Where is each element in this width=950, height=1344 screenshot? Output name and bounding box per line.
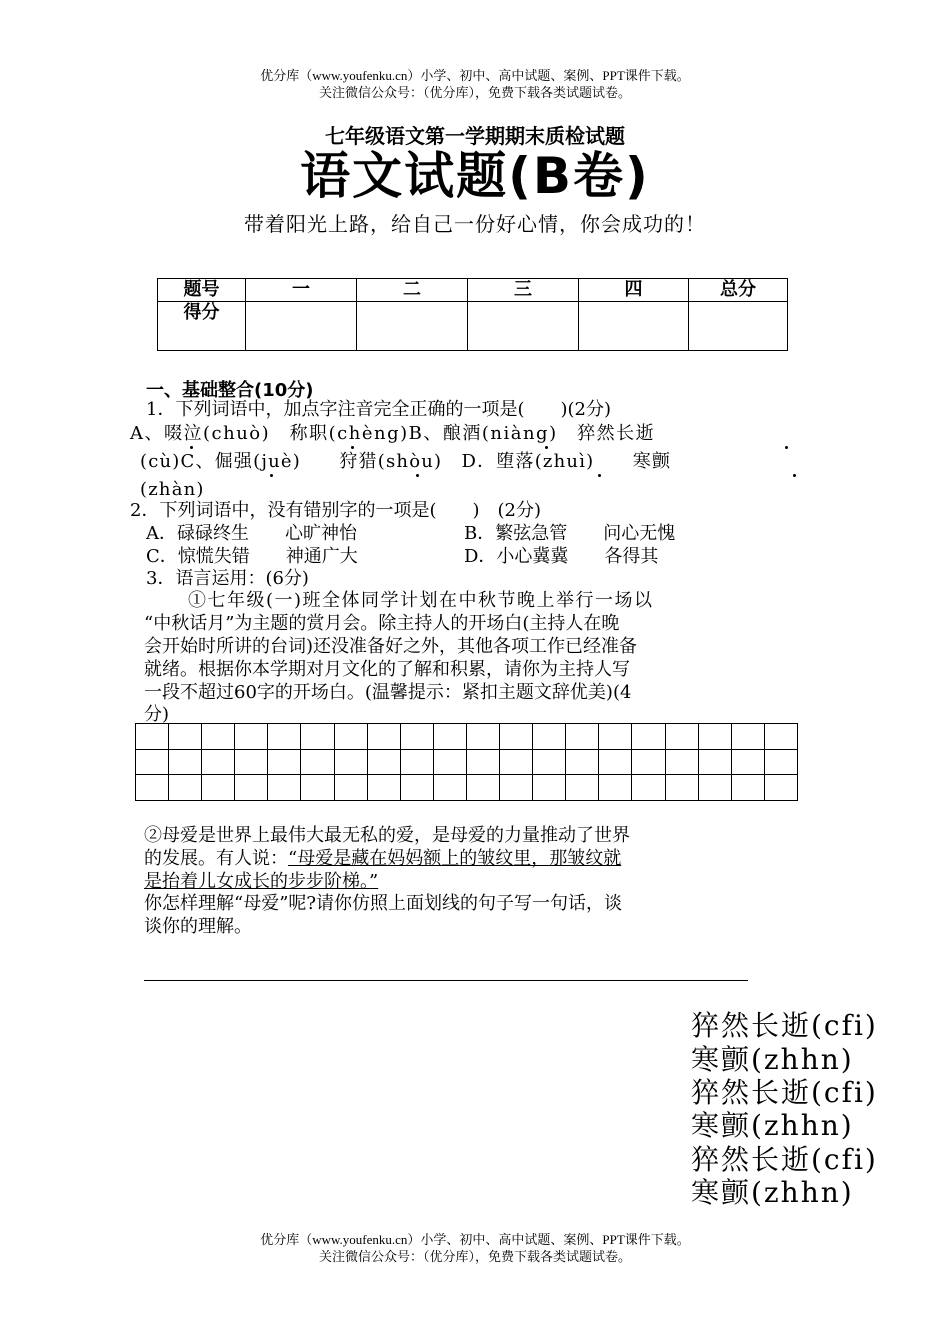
header-line-2: 关注微信公众号：（优分库），免费下载各类试题试卷。 [318, 85, 631, 100]
exam-title: 语文试题(B卷) [300, 147, 650, 205]
score-table [157, 278, 788, 351]
emphasis-dot [545, 446, 548, 449]
score-row-label: 得分 [158, 302, 246, 351]
emphasis-dot [270, 474, 273, 477]
overflow-text: 猝然长逝(cfi) [691, 1143, 878, 1176]
emphasis-dot [416, 474, 419, 477]
score-header-cell: 四 [579, 279, 689, 302]
score-header-cell: 一 [246, 279, 357, 302]
score-header-cell: 二 [357, 279, 468, 302]
score-header-cell: 题号 [158, 279, 246, 302]
score-cell[interactable] [689, 302, 788, 351]
overflow-text: 寒颤(zhhn) [691, 1176, 854, 1209]
exam-subtitle: 七年级语文第一学期期末质检试题 [325, 124, 625, 148]
overflow-text: 猝然长逝(cfi) [691, 1009, 878, 1042]
overflow-text: 猝然长逝(cfi) [691, 1076, 878, 1109]
overflow-text: 寒颤(zhhn) [691, 1109, 854, 1142]
q3-paragraph-2: ②母爱是世界上最伟大最无私的爱，是母爱的力量推动了世界 [144, 825, 630, 846]
q1-options-line-2: (cù)C、倔强(juè) 狩猎(shòu) D．堕落(zhuì) 寒颤 [140, 451, 672, 472]
q3-paragraph-2: 你怎样理解“母爱”呢?请你仿照上面划线的句子写一句话，谈 [144, 893, 623, 914]
q3-paragraph-2: 谈你的理解。 [144, 916, 252, 937]
underlined-quote: “母爱是藏在妈妈额上的皱纹里，那皱纹就 [288, 848, 622, 869]
score-cell[interactable] [579, 302, 689, 351]
q1-stem: 1．下列词语中，加点字注音完全正确的一项是( )(2分) [146, 399, 611, 420]
emphasis-dot [785, 446, 788, 449]
q3-paragraph-1: “中秋话月”为主题的赏月会。除主持人的开场白(主持人在晚 [144, 613, 620, 634]
q2-stem: 2．下列词语中，没有错别字的一项是( ) (2分) [130, 500, 541, 521]
score-header-cell: 总分 [689, 279, 788, 302]
section-heading: 一、基础整合(10分) [146, 380, 314, 401]
footer-line-1: 优分库（www.youfenku.cn）小学、初中、高中试题、案例、PPT课件下载。 [260, 1232, 690, 1247]
q1-options-line-1: A、啜泣(chuò) 称职(chèng)B、酿酒(niàng) 猝然长逝 [130, 423, 656, 444]
q2-option-b: B．繁弦急管 问心无愧 [464, 523, 676, 544]
header-line-1: 优分库（www.youfenku.cn）小学、初中、高中试题、案例、PPT课件下载。 [260, 68, 690, 83]
q3-paragraph-1: 一段不超过60字的开场白。(温馨提示：紧扣主题文辞优美)(4 [144, 682, 632, 703]
q3-paragraph-1: 会开始时所讲的台词)还没准备好之外，其他各项工作已经准备 [144, 636, 638, 657]
overflow-text: 寒颤(zhhn) [691, 1043, 854, 1076]
q3-paragraph-2-lead: 的发展。有人说： [144, 848, 288, 869]
score-header-cell: 三 [468, 279, 579, 302]
q3-paragraph-1: 分) [144, 704, 170, 725]
score-cell[interactable] [246, 302, 357, 351]
q1-options-line-3: (zhàn) [140, 479, 205, 500]
q2-option-c: C．惊慌失错 神通广大 [146, 546, 358, 567]
q3-stem: 3．语言运用：(6分) [146, 568, 309, 589]
q3-paragraph-1: 就绪。根据你本学期对月文化的了解和积累，请你为主持人写 [144, 659, 630, 680]
emphasis-dot [793, 474, 796, 477]
q3-paragraph-1: ①七年级(一)班全体同学计划在中秋节晚上举行一场以 [188, 590, 654, 611]
q2-option-a: A．碌碌终生 心旷神怡 [146, 523, 357, 544]
emphasis-dot [190, 446, 193, 449]
footer-line-2: 关注微信公众号：（优分库），免费下载各类试题试卷。 [318, 1249, 631, 1264]
q3-paragraph-2-line-2 [144, 848, 621, 870]
q2-option-d: D．小心冀冀 各得其 [464, 546, 659, 567]
answer-line[interactable] [144, 980, 748, 981]
exam-motto: 带着阳光上路，给自己一份好心情，你会成功的！ [244, 212, 706, 236]
score-cell[interactable] [468, 302, 579, 351]
score-cell[interactable] [357, 302, 468, 351]
underlined-quote-end: 是抬着儿女成长的步步阶梯。” [144, 871, 379, 892]
emphasis-dot [351, 446, 354, 449]
emphasis-dot [598, 474, 601, 477]
writing-grid[interactable] [135, 723, 798, 801]
